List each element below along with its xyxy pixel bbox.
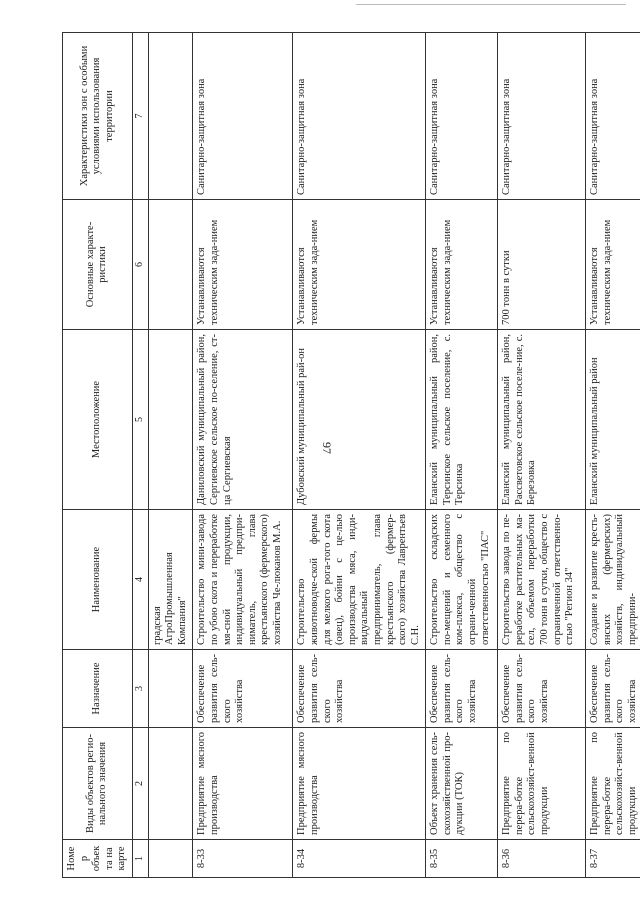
- object-zones: Санитарно-защитная зона: [586, 33, 640, 200]
- header-col-5: Местоположение: [63, 330, 133, 510]
- object-characteristics: Устанавливаются техническим зада-нием: [586, 200, 640, 330]
- objects-table: [62, 32, 640, 878]
- object-characteristics: Устанавливаются техническим зада-нием: [193, 200, 293, 330]
- column-number-row: [132, 33, 148, 878]
- object-location: Еланский муниципальный район, Терсинское сельское поселение, с. Терсинка: [426, 330, 498, 510]
- object-name: Строительство складских по-мещений и семенного ком-плекса, общество с ограни-ченной ответственностью "ПАС": [426, 510, 498, 650]
- table-row: [193, 33, 293, 878]
- object-location: Даниловский муниципальный район, Сергиевское сельское по-селение, ст-ца Сергиевская: [193, 330, 293, 510]
- page-number: 97: [320, 442, 334, 454]
- object-id: 8-35: [426, 840, 498, 878]
- object-name: Строительство мини-завода по убою скота и переработке мя-сной продукции, индивидуальный предпри-ниматель, глава крестьянского (фермерского) хозяйства Че-люканов М.А.: [193, 510, 293, 650]
- object-zones: Санитарно-защитная зона: [498, 33, 586, 200]
- table-row: [498, 33, 586, 878]
- continuation-text: градская АгроПромышленная Компания": [148, 510, 193, 650]
- continuation-row: [148, 33, 193, 878]
- object-characteristics: 700 тонн в сутки: [498, 200, 586, 330]
- header-col-2: Виды объектов регио-нального значения: [63, 728, 133, 840]
- object-name: Строительство животноводче-ской фермы для мелкого рога-того скота (овец), бойни с це-лью производства мяса, инди-видуальный предприниматель, глава крестьянского (фермер-ского) хозяйства Лаврентьев С.Н.: [293, 510, 426, 650]
- object-name: Создание и развитие кресть-янских (фермерских) хозяйств, индивидуальный предприни-: [586, 510, 640, 650]
- header-col-7: Характеристики зон с особыми условиями использования территории: [63, 33, 133, 200]
- col-number: 1: [132, 840, 148, 878]
- object-purpose: Обеспечение развития сель-ского хозяйства: [193, 650, 293, 728]
- object-name: Строительство завода по пе-реработке растительных ма-сел, объемом переработки 700 тонн в сутки, общество с ограниченной ответственно-стью "Регион 34": [498, 510, 586, 650]
- col-number: 3: [132, 650, 148, 728]
- object-id: 8-33: [193, 840, 293, 878]
- object-location: Дубовский муниципальный рай-он: [293, 330, 426, 510]
- rotated-table-wrapper: [62, 33, 639, 878]
- top-rule: [356, 4, 626, 5]
- col-number: 6: [132, 200, 148, 330]
- col-number: 2: [132, 728, 148, 840]
- object-zones: Санитарно-защитная зона: [293, 33, 426, 200]
- header-col-4: Наименование: [63, 510, 133, 650]
- object-id: 8-36: [498, 840, 586, 878]
- table-row: [426, 33, 498, 878]
- table-row: [293, 33, 426, 878]
- object-location: Еланский муниципальный район: [586, 330, 640, 510]
- object-type: Предприятие мясного производства: [193, 728, 293, 840]
- object-type: Объект хранения сель-скохозяйственной про-дукции (ТОК): [426, 728, 498, 840]
- object-purpose: Обеспечение развития сель-ского хозяйства: [586, 650, 640, 728]
- object-purpose: Обеспечение развития сель-ского хозяйства: [426, 650, 498, 728]
- object-characteristics: Устанавливаются техническим зада-нием: [293, 200, 426, 330]
- header-col-3: Назначение: [63, 650, 133, 728]
- object-type: Предприятие мясного производства: [293, 728, 426, 840]
- object-id: 8-34: [293, 840, 426, 878]
- table-row: [586, 33, 640, 878]
- object-type: Предприятие по перера-ботке сельскохозяйст-венной продукции: [498, 728, 586, 840]
- col-number: 4: [132, 510, 148, 650]
- object-characteristics: Устанавливаются техническим зада-нием: [426, 200, 498, 330]
- object-zones: Санитарно-защитная зона: [193, 33, 293, 200]
- object-purpose: Обеспечение развития сель-ского хозяйства: [498, 650, 586, 728]
- header-col-6: Основные характе-ристики: [63, 200, 133, 330]
- col-number: 5: [132, 330, 148, 510]
- object-purpose: Обеспечение развития сель-ского хозяйства: [293, 650, 426, 728]
- object-location: Еланский муниципальный район, Рассветовское сельское поселе-ние, с. Березовка: [498, 330, 586, 510]
- object-type: Предприятие по перера-ботке сельскохозяйст-венной продукции: [586, 728, 640, 840]
- object-zones: Санитарно-защитная зона: [426, 33, 498, 200]
- object-id: 8-37: [586, 840, 640, 878]
- col-number: 7: [132, 33, 148, 200]
- header-col-1: Номер объекта на карте: [63, 840, 133, 878]
- table-header-row: [63, 33, 133, 878]
